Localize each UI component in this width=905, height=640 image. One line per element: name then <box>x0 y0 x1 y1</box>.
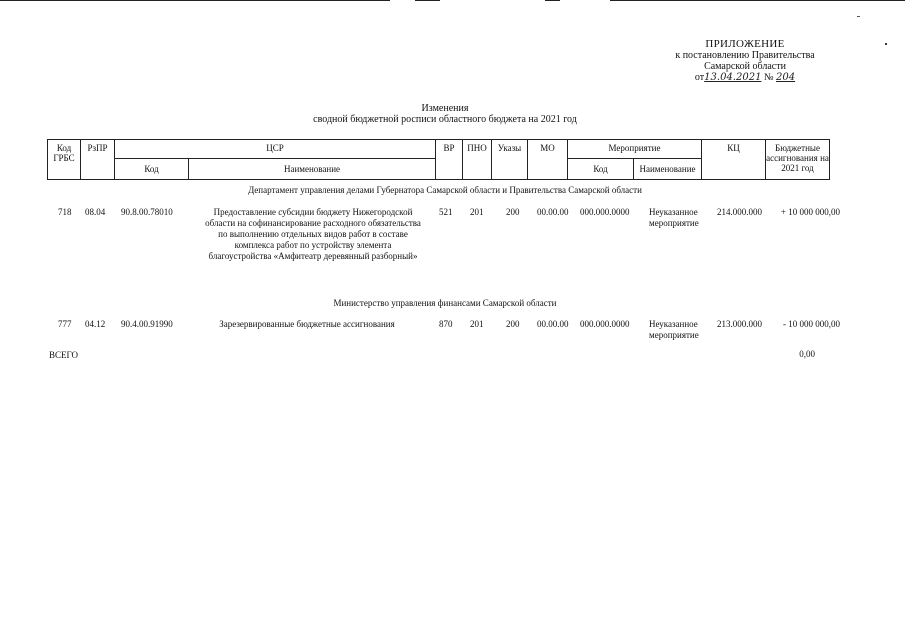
row-name-line: благоустройства «Амфитеатр деревянный разборный» <box>208 251 418 261</box>
header-kc: КЦ <box>702 140 766 180</box>
row-csr: 90.8.00.78010 <box>121 207 173 217</box>
header-mer-name: Наименование <box>634 159 702 180</box>
header-rzpr: РзПР <box>81 140 115 180</box>
total-label: ВСЕГО <box>49 350 78 360</box>
row-mer-name-line: Неуказанное <box>649 319 698 329</box>
row-kc: 214.000.000 <box>717 207 762 217</box>
row-kod: 718 <box>58 207 72 217</box>
row-amount: + 10 000 000,00 <box>780 207 840 217</box>
title-line2: сводной бюджетной росписи областного бюджета на 2021 год <box>313 114 577 125</box>
top-edge-line-right <box>545 0 560 1</box>
header-csr: ЦСР <box>115 140 436 159</box>
row-name-line: Зарезервированные бюджетные ассигнования <box>219 319 395 329</box>
row-ukazy: 200 <box>506 207 520 217</box>
header-vr: ВР <box>436 140 463 180</box>
header-meropriyatie: Мероприятие <box>568 140 702 159</box>
row-rzpr: 04.12 <box>85 319 106 329</box>
row-mer-name-line: мероприятие <box>649 218 699 228</box>
appendix-line2: Самарской области <box>704 61 786 72</box>
header-csr-name: Наименование <box>189 159 436 180</box>
row-rzpr: 08.04 <box>85 207 106 217</box>
row-name <box>182 207 444 262</box>
row-mer-name <box>649 207 699 229</box>
header-budget: Бюджетные ассигнования на 2021 год <box>766 140 830 180</box>
row-name-line: по выполнению отдельных видов работ в составе <box>218 229 408 239</box>
row-name <box>182 319 432 330</box>
header-pno: ПНО <box>463 140 492 180</box>
header-ukazy: Указы <box>492 140 528 180</box>
row-mo: 00.00.00 <box>537 319 569 329</box>
top-edge-line-left <box>0 0 390 1</box>
handwritten-number: 204 <box>775 72 796 83</box>
header-csr-kod: Код <box>115 159 189 180</box>
appendix-date-line <box>640 72 850 83</box>
row-name-line: области на софинансирование расходного обязательства <box>205 218 421 228</box>
header-mo: МО <box>528 140 568 180</box>
row-mer-name-line: мероприятие <box>649 330 699 340</box>
row-mo: 00.00.00 <box>537 207 569 217</box>
title-line1: Изменения <box>421 103 469 114</box>
row-mer-kod: 000.000.0000 <box>580 319 630 329</box>
row-pno: 201 <box>470 319 484 329</box>
row-kod: 777 <box>58 319 72 329</box>
scan-speck <box>885 43 887 45</box>
appendix-header <box>640 39 850 83</box>
row-mer-name <box>649 319 699 341</box>
row-ukazy: 200 <box>506 319 520 329</box>
handwritten-date: 13.04.2021 <box>704 72 762 83</box>
row-mer-name-line: Неуказанное <box>649 207 698 217</box>
row-kc: 213.000.000 <box>717 319 762 329</box>
header-kod-grbs: Код ГРБС <box>48 140 81 180</box>
row-pno: 201 <box>470 207 484 217</box>
appendix-line1: к постановлению Правительства <box>675 50 815 61</box>
row-name-line: комплекса работ по устройству элемента <box>234 240 392 250</box>
top-edge-line-far <box>610 0 905 1</box>
top-edge-line-mid <box>415 0 440 1</box>
appendix-title: ПРИЛОЖЕНИЕ <box>705 38 785 50</box>
from-prefix: от <box>694 72 705 83</box>
row-csr: 90.4.00.91990 <box>121 319 173 329</box>
section-heading-2: Министерство управления финансами Самарской области <box>333 298 557 308</box>
number-prefix: № <box>763 72 774 83</box>
header-mer-kod: Код <box>568 159 634 180</box>
row-mer-kod: 000.000.0000 <box>580 207 630 217</box>
row-vr: 870 <box>439 319 453 329</box>
row-name-line: Предоставление субсидии бюджету Нижегородской <box>213 207 413 217</box>
row-vr: 521 <box>439 207 453 217</box>
row-amount: - 10 000 000,00 <box>783 319 840 329</box>
table-header <box>47 139 830 180</box>
total-value: 0,00 <box>799 349 815 359</box>
scan-speck <box>857 16 860 17</box>
document-title <box>250 103 640 125</box>
section-heading-1: Департамент управления делами Губернатора Самарской области и Правительства Самарской области <box>248 185 642 195</box>
